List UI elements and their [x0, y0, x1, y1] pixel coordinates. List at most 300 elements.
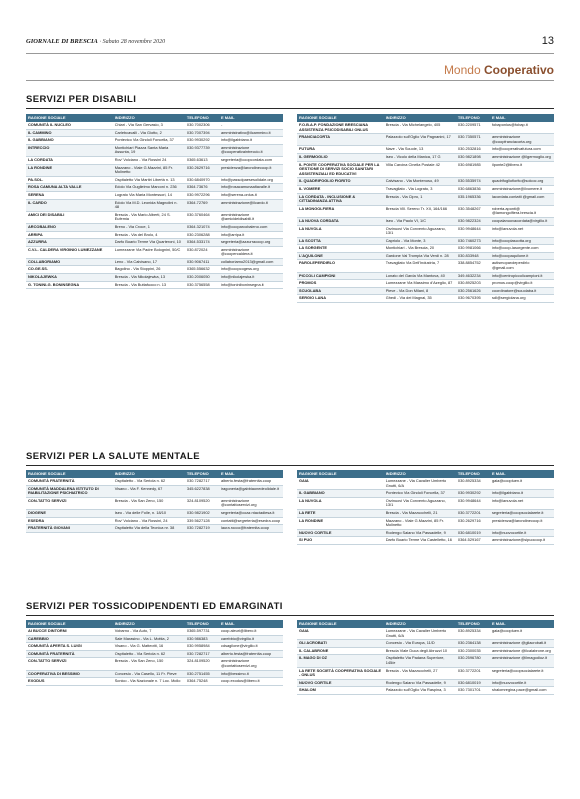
- address-cell: Lumezzane - Via Cavalier Umberto Gnutti, 6/A: [384, 478, 456, 490]
- table-row: [297, 667, 554, 679]
- table-row: [297, 205, 554, 217]
- column-header: E MAIL: [219, 114, 283, 122]
- phone-cell: 030.9948644: [456, 497, 490, 509]
- address-cell: Lograto Via Maria Montessori, 14: [113, 191, 185, 199]
- address-cell: Ospitaletto - Via Seriola n. 62: [113, 478, 185, 485]
- email-cell[interactable]: segreteria@coopsocialarete.it: [490, 509, 554, 517]
- column-header: RAGIONE SOCIALE: [26, 114, 113, 122]
- phone-cell: 324.8109520: [185, 497, 219, 509]
- email-cell[interactable]: info@toniniboninsegna.it: [219, 281, 283, 289]
- table-row: [26, 137, 283, 145]
- table-row: [26, 635, 283, 643]
- table-row: [297, 280, 554, 288]
- org-name-cell: NUOVO CORTILE: [297, 529, 384, 537]
- table-row: [297, 295, 554, 303]
- phone-cell: 0364.73676: [185, 184, 219, 192]
- address-cell: Montichiari - Via Brescia, 20: [384, 245, 456, 253]
- table-row: [26, 281, 283, 289]
- email-cell[interactable]: amministrazione@ilcardo.it: [219, 199, 283, 211]
- table-row: [26, 525, 283, 533]
- address-cell: Edolo Via Guglielmo Marconi n. 236: [113, 184, 185, 192]
- email-cell[interactable]: carebbio@virgilio.it: [219, 635, 283, 643]
- email-cell[interactable]: info@lanuvola.net: [490, 225, 554, 237]
- org-name-cell: ROSA CAMUNA ALTA VALLE: [26, 184, 113, 192]
- address-cell: Brescia - Via San Zeno, 150: [113, 658, 185, 670]
- address-cell: Carlebcavalli - Via Giotto, 2: [113, 129, 185, 137]
- org-name-cell: ARRIPA: [26, 231, 113, 239]
- table-row: [297, 193, 554, 205]
- directory-table-left: [26, 470, 283, 533]
- address-cell: Brescia - Via San Zeno, 150: [113, 497, 185, 509]
- column-header: INDIRIZZO: [113, 470, 185, 478]
- phone-cell: 030.6810019: [456, 679, 490, 687]
- phone-cell: 030.7007394: [185, 129, 219, 137]
- org-name-cell: IL VOMERE: [297, 185, 384, 193]
- table-row: [297, 245, 554, 253]
- column-header: E MAIL: [490, 114, 554, 122]
- org-name-cell: AMICI DEI DISABILI: [26, 211, 113, 223]
- address-cell: Nave - Via Scuole, 13: [384, 146, 456, 154]
- address-cell: Iseo - Vicolo della Manica, 17 G: [384, 153, 456, 161]
- table-row: [26, 246, 283, 258]
- org-name-cell: LA RONDINE: [297, 517, 384, 529]
- email-cell[interactable]: sdl@sergiolana.org: [490, 295, 554, 303]
- table-row: [26, 231, 283, 239]
- email-cell[interactable]: amministrazione @contattoservizi.org: [219, 658, 283, 670]
- section-title-text: SERVIZI PER TOSSICODIPENDENTI ED EMARGINATI: [26, 601, 283, 612]
- org-name-cell: NUOVO CORTILE: [297, 679, 384, 687]
- phone-cell: 030.872024: [185, 246, 219, 258]
- table-row: [26, 650, 283, 658]
- org-name-cell: NIKOLAJEWKA: [26, 274, 113, 282]
- email-cell[interactable]: info@centropiccolicampioni.it: [490, 272, 554, 280]
- org-name-cell: PROMOS: [297, 280, 384, 288]
- column-header: INDIRIZZO: [384, 114, 456, 122]
- column-header: RAGIONE SOCIALE: [297, 114, 384, 122]
- column-header: RAGIONE SOCIALE: [297, 620, 384, 628]
- email-cell[interactable]: gaia@coopluen.it: [490, 628, 554, 640]
- email-cell[interactable]: cdsagilone@virgilio.it: [219, 643, 283, 651]
- phone-cell: 345.6227838: [185, 485, 219, 497]
- email-cell[interactable]: info@ilgabbiano.it: [490, 490, 554, 498]
- address-cell: Lumezzane Via Massimo d'Azeglio, 87: [384, 280, 456, 288]
- email-cell[interactable]: info@nuovocortile.it: [490, 679, 554, 687]
- org-name-cell: COMUNITÀ APERTA S. LUIGI: [26, 643, 113, 651]
- phone-cell: 030.3760464: [185, 211, 219, 223]
- phone-cell: 030.9972296: [185, 191, 219, 199]
- email-cell[interactable]: amministrazione @amicideidisabili.it: [219, 211, 283, 223]
- org-name-cell: L'AQUILONE: [297, 252, 384, 260]
- email-cell[interactable]: info@serena-onlus.it: [219, 191, 283, 199]
- email-cell[interactable]: lacordata.contatti @gmail.com: [490, 193, 554, 205]
- org-name-cell: ESEDRA: [26, 517, 113, 525]
- phone-cell: 030.9958984: [185, 643, 219, 651]
- email-cell[interactable]: amministrazione @ilmagodioz.it: [490, 655, 554, 667]
- table-row: [26, 156, 283, 164]
- table-row: [297, 529, 554, 537]
- phone-cell: 030.2629716: [456, 517, 490, 529]
- phone-cell: 030.9067411: [185, 258, 219, 266]
- org-name-cell: CON-TATTO SERVIZI: [26, 658, 113, 670]
- phone-cell: 0364.533174: [185, 239, 219, 247]
- email-cell[interactable]: iragoneria@gabbiaonedeolidale.it: [219, 485, 283, 497]
- org-name-cell: C.V.L. CALDERA VIRGINIO LUMEZZANE: [26, 246, 113, 258]
- email-cell[interactable]: info@nikolajewka.it: [219, 274, 283, 282]
- org-name-cell: PAROLEPERDIRLO: [297, 260, 384, 272]
- email-cell[interactable]: amministrazione@ilvomere.it: [490, 185, 554, 193]
- phone-cell: 0364.72769: [185, 199, 219, 211]
- org-name-cell: LA CORDATA - INCLUSIONE & CITTADINANZA ATTIVA: [297, 193, 384, 205]
- org-name-cell: LA RETE SOCIETÀ COOPERATIVA SOCIALE - ONLUS: [297, 667, 384, 679]
- org-name-cell: CON-TATTO SERVIZI: [26, 497, 113, 509]
- column-header: INDIRIZZO: [384, 470, 456, 478]
- org-name-cell: LA NUOVA CORDATA: [297, 217, 384, 225]
- email-cell[interactable]: amministrazione @ilgermoglio.org: [490, 153, 554, 161]
- address-cell: Pontevico Via Gindoli Foncella, 37: [113, 137, 185, 145]
- table-row: [297, 287, 554, 295]
- email-cell[interactable]: amministrazione @cooperativaintreccio.it: [219, 144, 283, 156]
- org-name-cell: IL GABBIANO: [297, 490, 384, 498]
- column-header: RAGIONE SOCIALE: [26, 620, 113, 628]
- phone-cell: 030.2629716: [185, 164, 219, 176]
- phone-cell: 030.8925203: [456, 280, 490, 288]
- table-row: [26, 517, 283, 525]
- org-name-cell: INTRECCIO: [26, 144, 113, 156]
- table-row: [26, 478, 283, 485]
- phone-cell: 030.7282719: [185, 525, 219, 533]
- email-cell[interactable]: laura.rocco@fraternita.coop: [219, 525, 283, 533]
- address-cell: Rov' Volciano - Via Rossini, 24: [113, 517, 185, 525]
- email-cell[interactable]: info@cooplascotta.org: [490, 237, 554, 245]
- email-cell: -: [219, 122, 283, 129]
- column-header: TELEFONO: [185, 114, 219, 122]
- table-row: [297, 122, 554, 134]
- table-row: [297, 687, 554, 695]
- address-cell: Ospitaletto Via della Tecnica nr. 38: [113, 525, 185, 533]
- phone-cell: 030.7282717: [185, 478, 219, 485]
- org-name-cell: CAREBBIO: [26, 635, 113, 643]
- table-row: [297, 252, 554, 260]
- table-row: [26, 144, 283, 156]
- column-header: INDIRIZZO: [113, 114, 185, 122]
- address-cell: Brescia - Via Cipro, 1: [384, 193, 456, 205]
- table-row: [297, 655, 554, 667]
- email-cell[interactable]: info@bessimo.it: [219, 670, 283, 678]
- column-header: E MAIL: [219, 470, 283, 478]
- email-cell[interactable]: amministrazione @ilcalabrone.org: [490, 647, 554, 655]
- section-heading-bold: Cooperativo: [483, 63, 554, 77]
- directory-table-right: [297, 620, 554, 695]
- org-name-cell: F.O.B.A.P. FONDAZIONE BRESCIANA ASSISTENZA PSICODISABILI ONLUS: [297, 122, 384, 134]
- org-name-cell: EXODUS: [26, 678, 113, 686]
- directory-table-left: [26, 620, 283, 686]
- address-cell: Gardone Val Trompia Via Verdi n. 28: [384, 252, 456, 260]
- section-title: [26, 601, 554, 612]
- address-cell: Calvisano - Via Montenoso, 49: [384, 178, 456, 186]
- header-rule: [26, 53, 554, 54]
- email-cell[interactable]: quadrifogliofiorito@solcoc.org: [490, 178, 554, 186]
- address-cell: Ospitaletto Via Padana Superiore, 145/e: [384, 655, 456, 667]
- email-cell[interactable]: info@coopaquilone.it: [490, 252, 554, 260]
- table-header-row: [297, 114, 554, 122]
- table-header-row: [26, 620, 283, 628]
- column-header: TELEFONO: [456, 114, 490, 122]
- phone-cell: 030.2306288: [185, 231, 219, 239]
- address-cell: Lumezzane Via Padre Bolognini, 50/C: [113, 246, 185, 258]
- org-name-cell: IL PONTE COOPERATIVA SOCIALE PER LA GESTIONE DI SERVIZI SOCIO SANITARI ASSISTENZIALI ED EDUCATIVI: [297, 161, 384, 178]
- address-cell: Brescia - Via Mazzucchelli, 21: [384, 509, 456, 517]
- org-name-cell: PICCOLI CAMPIONI: [297, 272, 384, 280]
- org-name-cell: LA NUVOLA: [297, 225, 384, 237]
- address-cell: Iseo - Via Paolo VI, 1/C: [384, 217, 456, 225]
- phone-cell: 0364.529167: [456, 537, 490, 545]
- table-row: [297, 146, 554, 154]
- address-cell: Rodengo Saiano Via Passadelle, 9: [384, 679, 456, 687]
- table-row: [26, 643, 283, 651]
- org-name-cell: AI BUCCE DINTORNI: [26, 628, 113, 635]
- email-cell[interactable]: info@nuovocortile.it: [490, 529, 554, 537]
- column-header: INDIRIZZO: [384, 620, 456, 628]
- org-name-cell: GLI ACROBATI: [297, 640, 384, 648]
- address-cell: Brescia - Via Buttafuoco n. 13: [113, 281, 185, 289]
- page-number: 13: [541, 35, 554, 47]
- org-name-cell: LA SCOTTA: [297, 237, 384, 245]
- org-name-cell: IL GABBIANO: [26, 137, 113, 145]
- phone-cell: 030.9981066: [456, 245, 490, 253]
- email-cell[interactable]: info@ilgabbiano.it: [219, 137, 283, 145]
- table-row: [26, 191, 283, 199]
- table-row: [26, 122, 283, 129]
- table-row: [297, 237, 554, 245]
- email-cell[interactable]: amministrazione @coopercaldera.it: [219, 246, 283, 258]
- address-cell: Bagolino - Via Stoppini, 26: [113, 266, 185, 274]
- email-cell[interactable]: amministrativo@ilcammino.it: [219, 129, 283, 137]
- org-name-cell: AZZURRA: [26, 239, 113, 247]
- table-row: [297, 490, 554, 498]
- phone-cell: 030.7301701: [456, 687, 490, 695]
- phone-cell: 030.2532816: [456, 146, 490, 154]
- address-cell: Mazzano - Viale G.Mazzini, 85 Fr. Molinetto: [113, 164, 185, 176]
- address-cell: Brescia Viale Duca degli Abruzzi 10: [384, 647, 456, 655]
- address-cell: Brescia - Via del Brolo, 4: [113, 231, 185, 239]
- email-cell[interactable]: collaboriamo2013@gmail.com: [219, 258, 283, 266]
- phone-cell: 030.9821898: [456, 153, 490, 161]
- directory-table-left: [26, 114, 283, 289]
- table-row: [26, 670, 283, 678]
- table-row: [26, 129, 283, 137]
- table-row: [26, 678, 283, 686]
- org-name-cell: CO.GE.SS.: [26, 266, 113, 274]
- table-row: [26, 164, 283, 176]
- column-header: RAGIONE SOCIALE: [26, 470, 113, 478]
- column-header: TELEFONO: [185, 620, 219, 628]
- email-cell[interactable]: info@passolpaesesolidale.org: [219, 176, 283, 184]
- table-row: [26, 266, 283, 274]
- table-row: [297, 153, 554, 161]
- phone-cell: 030.2209571: [456, 122, 490, 134]
- email-cell[interactable]: promos.coop@virgilio.it: [490, 280, 554, 288]
- table-row: [26, 658, 283, 670]
- column-header: E MAIL: [490, 470, 554, 478]
- phone-cell: 035.1965336: [456, 193, 490, 205]
- org-name-cell: IL CAMMINO: [26, 129, 113, 137]
- address-cell: Iseo - Via delle Folle, n. 18/10: [113, 509, 185, 517]
- table-row: [26, 199, 283, 211]
- email-cell[interactable]: coop.aleuri@libero.it: [219, 628, 283, 635]
- address-cell: Sonico - Via Nazionale n. 7 Loc. Mollo: [113, 678, 185, 686]
- email-cell[interactable]: segreteria@coopsocialarete.it: [490, 667, 554, 679]
- address-cell: Concesio - Via Casello, 11 Fr. Pieve: [113, 670, 185, 678]
- org-name-cell: LA SORGENTE: [297, 245, 384, 253]
- phone-cell: 030.3772201: [456, 667, 490, 679]
- email-cell[interactable]: info@coopcogess.org: [219, 266, 283, 274]
- phone-cell: 030.6863836: [456, 185, 490, 193]
- phone-cell: 030.7002306: [185, 122, 219, 129]
- table-row: [297, 478, 554, 490]
- table-row: [297, 497, 554, 509]
- email-cell[interactable]: info@rosacamunaaltavalle.it: [219, 184, 283, 192]
- org-name-cell: SI PUO: [297, 537, 384, 545]
- phone-cell: 030.6981985: [456, 161, 490, 178]
- email-cell[interactable]: fobaponlus@fobap.it: [490, 122, 554, 134]
- email-cell[interactable]: presidenza@larondinecoop.it: [490, 517, 554, 529]
- email-cell[interactable]: info@cooparcobaleno.com: [219, 223, 283, 231]
- address-cell: Ospitaletto Via Martiri Libertà n. 13: [113, 176, 185, 184]
- phone-cell: 030.3772201: [456, 509, 490, 517]
- address-cell: Mazzano - Viale G.Mazzini, 85 Fr. Molinetto: [384, 517, 456, 529]
- column-header: E MAIL: [490, 620, 554, 628]
- phone-cell: 0365.63613: [185, 156, 219, 164]
- org-name-cell: FRATERNITÀ GIOVANI: [26, 525, 113, 533]
- org-name-cell: G. TONINI-G. BONINSEGNA: [26, 281, 113, 289]
- org-name-cell: SCUOLABA: [297, 287, 384, 295]
- org-name-cell: COOPERATIVA DI BESSIMO: [26, 670, 113, 678]
- org-name-cell: LA CORDATA: [26, 156, 113, 164]
- phone-cell: 030.2300035: [456, 647, 490, 655]
- email-cell[interactable]: segreteria@coopcordata.com: [219, 156, 283, 164]
- column-header: INDIRIZZO: [113, 620, 185, 628]
- table-row: [26, 509, 283, 517]
- email-cell[interactable]: info@cooperativafutura.com: [490, 146, 554, 154]
- email-cell[interactable]: info@lanuvola.net: [490, 497, 554, 509]
- section-title-bar: [26, 108, 554, 109]
- phone-cell: 030.833948: [456, 252, 490, 260]
- org-name-cell: SHALOM: [297, 687, 384, 695]
- org-name-cell: COMUNITÀ IL NUCLEO: [26, 122, 113, 129]
- table-row: [26, 258, 283, 266]
- org-name-cell: FUTURA: [297, 146, 384, 154]
- phone-cell: 030.2561626: [456, 287, 490, 295]
- email-cell[interactable]: presidenza@larondinecoop.it: [219, 164, 283, 176]
- email-cell[interactable]: coordinatore@scuolaba.it: [490, 287, 554, 295]
- section-rule: [26, 80, 554, 81]
- table-row: [297, 628, 554, 640]
- table-row: [26, 239, 283, 247]
- table-row: [297, 647, 554, 655]
- org-name-cell: GAIA: [297, 628, 384, 640]
- email-cell[interactable]: autismoparoleperdirlo @gmail.com: [490, 260, 554, 272]
- table-row: [297, 537, 554, 545]
- phone-cell: 338.8854752: [456, 260, 490, 272]
- email-cell[interactable]: roberta.aponti@ @lamongolfiera.brescia.it: [490, 205, 554, 217]
- table-row: [297, 260, 554, 272]
- phone-cell: 030.6810019: [456, 529, 490, 537]
- address-cell: Orzinuovi Via Convento Aguzzano, 13/1: [384, 497, 456, 509]
- phone-cell: 030.986383: [185, 635, 219, 643]
- org-name-cell: IL GERMOGLIO: [297, 153, 384, 161]
- phone-cell: 030.6840970: [185, 176, 219, 184]
- org-name-cell: PA.SOL.: [26, 176, 113, 184]
- table-row: [297, 134, 554, 146]
- email-cell[interactable]: ilponte2@libero.it: [490, 161, 554, 178]
- email-cell[interactable]: amministrazione@sipuocoop.it: [490, 537, 554, 545]
- phone-cell: 030.9948644: [456, 225, 490, 237]
- phone-cell: 030.8925334: [456, 478, 490, 490]
- phone-cell: 030.9670395: [456, 295, 490, 303]
- section-heading-light: Mondo: [443, 63, 481, 77]
- address-cell: Montichiari Piazza Santa Maria Assunta, 19: [113, 144, 185, 156]
- org-name-cell: DIOGENE: [26, 509, 113, 517]
- org-name-cell: IL MAGO DI OZ: [297, 655, 384, 667]
- org-name-cell: ARCOBALENO: [26, 223, 113, 231]
- table-row: [26, 223, 283, 231]
- table-row: [297, 225, 554, 237]
- email-cell[interactable]: coop.exodus@libero.it: [219, 678, 283, 686]
- address-cell: Darfo Boario Terme Via Castelletto, 16: [384, 537, 456, 545]
- phone-cell: 030.7282717: [185, 650, 219, 658]
- email-cell[interactable]: amministrazione @contattoservizi.org: [219, 497, 283, 509]
- address-cell: Lonato del Garda Via Mantova, 40: [384, 272, 456, 280]
- address-cell: Palazzolo sull'Oglio Via Pagnanini, 17: [384, 134, 456, 146]
- address-cell: Brescia - Via Nikolajewka, 13: [113, 274, 185, 282]
- org-name-cell: LA MONGOLFIERA: [297, 205, 384, 217]
- phone-cell: 030.2751455: [185, 670, 219, 678]
- table-row: [26, 274, 283, 282]
- publication-date: · Sabato 28 novembre 2020: [99, 39, 166, 45]
- email-cell[interactable]: gaia@coopluen.it: [490, 478, 554, 490]
- table-header-row: [297, 620, 554, 628]
- phone-cell: 0364.75248: [185, 678, 219, 686]
- email-cell[interactable]: coopalanuovacordata@virgilio.it: [490, 217, 554, 225]
- phone-cell: 030.3756558: [185, 281, 219, 289]
- table-row: [297, 679, 554, 687]
- email-cell[interactable]: alberto.festa@fraternita.coop: [219, 650, 283, 658]
- address-cell: Orzinuovi Via Convento Aguzzano, 13/1: [384, 225, 456, 237]
- email-cell[interactable]: info@arripa.it: [219, 231, 283, 239]
- email-cell[interactable]: amministrazione @coopfranciacorta.org: [490, 134, 554, 146]
- org-name-cell: IL QUADRIFOGLIO FIORITO: [297, 178, 384, 186]
- email-cell[interactable]: alberto.festa@fraternita.coop: [219, 478, 283, 485]
- section-title-text: SERVIZI PER LA SALUTE MENTALE: [26, 451, 200, 462]
- address-cell: Visano - Via F. Kennedy, 67: [113, 485, 185, 497]
- phone-cell: 030.9930292: [185, 137, 219, 145]
- column-header: TELEFONO: [456, 470, 490, 478]
- email-cell[interactable]: contatti@segreteria@esedra.coop: [219, 517, 283, 525]
- email-cell[interactable]: amministrazione @gliacrobati.it: [490, 640, 554, 648]
- email-cell[interactable]: info@coop-lasorgente.com: [490, 245, 554, 253]
- publication-name: GIORNALE DI BRESCIA: [26, 38, 98, 45]
- org-name-cell: LA RONDINE: [26, 164, 113, 176]
- address-cell: Brescia - Via Mazzucchelli, 27: [384, 667, 456, 679]
- phone-cell: 030.2006050: [185, 274, 219, 282]
- address-cell: Leno - Via Calvisano, 17: [113, 258, 185, 266]
- email-cell[interactable]: segreteria@coaz.ntactadiesa.it: [219, 509, 283, 517]
- table-row: [297, 185, 554, 193]
- email-cell[interactable]: segreteria@azzurracoop.org: [219, 239, 283, 247]
- address-cell: Pontevico Via Gindoli Foncella, 37: [384, 490, 456, 498]
- table-header-row: [26, 470, 283, 478]
- email-cell[interactable]: shalomregina.pace@gmail.com: [490, 687, 554, 695]
